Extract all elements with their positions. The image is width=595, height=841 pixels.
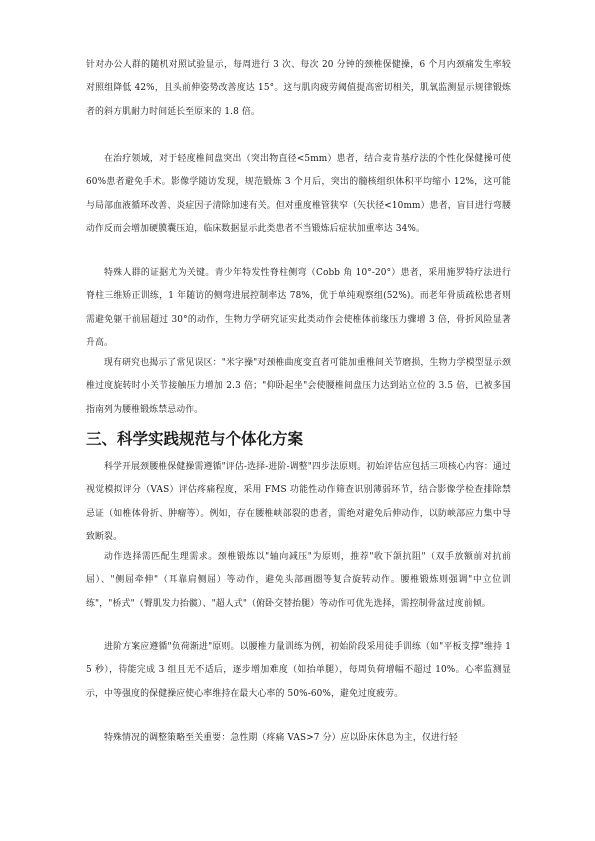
paragraph-common-misconceptions: 现有研究也揭示了常见误区："米字操"对颈椎曲度变直者可能加重椎间关节磨损，生物力学模型显示颈椎过度旋转时小关节接触压力增加 2.3 倍；"仰卧起坐"会使腰椎间盘压力达到站立位的 3.5 倍，已被多国指南列为腰椎锻炼禁忌动作。 <box>86 358 511 415</box>
paragraph-movement-selection: 动作选择需匹配生理需求。颈椎锻炼以"轴向减压"为原则，推荐"收下颌抗阻"（双手放额前对抗前屈）、"侧屈牵伸"（耳靠肩侧屈）等动作，避免头部画圈等复合旋转动作。腰椎锻炼则强调"中立位训练"，"桥式"（臀肌发力抬髋）、"超人式"（俯卧交替抬腿）等动作可优先选择，需控制骨盆过度前倾。 <box>86 552 511 609</box>
paragraph-progression-plan: 进阶方案应遵循"负荷渐进"原则。以腰椎力量训练为例，初始阶段采用徒手训练（如"平板支撑"维持 15 秒），待能完成 3 组且无不适后，逐步增加难度（如抬单腿），每周负荷增幅不超过 10%。心率监测显示，中等强度的保健操应使心率维持在最大心率的 50%-60%，避免过度疲劳。 <box>86 642 511 699</box>
paragraph-treatment-field: 在治疗领域，对于轻度椎间盘突出（突出物直径<5mm）患者，结合麦肯基疗法的个性化保健操可使 60%患者避免手术。影像学随访发现，规范锻炼 3 个月后，突出的髓核组织体积平均缩小 12%，这可能与局部血液循环改善、炎症因子清除加速有关。但对重度椎管狭窄（矢状径<10mm）患者，盲目进行弯腰动作反而会增加硬膜囊压迫，临床数据显示此类患者不当锻炼后症状加重率达 34%。 <box>86 154 511 235</box>
paragraph-special-adjustments: 特殊情况的调整策略至关重要：急性期（疼痛 VAS>7 分）应以卧床休息为主，仅进行轻 <box>104 733 458 743</box>
section-heading: 三、科学实践规范与个体化方案 <box>86 430 304 448</box>
paragraph-special-populations: 特殊人群的证据尤为关键。青少年特发性脊柱侧弯（Cobb 角 10°-20°）患者，采用施罗特疗法进行脊柱三维矫正训练，1 年随访的侧弯进展控制率达 78%，优于单纯观察组(52%)。而老年骨质疏松患者则需避免躯干前屈超过 30°的动作，生物力学研究证实此类动作会使椎体前缘压力骤增 3 倍，骨折风险显著升高。 <box>86 268 511 349</box>
paragraph-four-step-principle: 科学开展颈腰椎保健操需遵循"评估-选择-进阶-调整"四步法原则。初始评估应包括三项核心内容：通过视觉模拟评分（VAS）评估疼痛程度，采用 FMS 功能性动作筛查识别薄弱环节，结合影像学检查排除禁忌证（如椎体骨折、肿瘤等）。例如，存在腰椎峡部裂的患者，需绝对避免后伸动作，以防峡部应力集中导致断裂。 <box>86 462 511 543</box>
paragraph-office-workers-trial: 针对办公人群的随机对照试验显示，每周进行 3 次、每次 20 分钟的颈椎保健操，6 个月内颈痛发生率较对照组降低 42%，且头前伸姿势改善度达 15°。这与肌肉疲劳阈值提高密切相关，肌氧监测显示规律锻炼者的斜方肌耐力时间延长至原来的 1.8 倍。 <box>86 60 511 117</box>
